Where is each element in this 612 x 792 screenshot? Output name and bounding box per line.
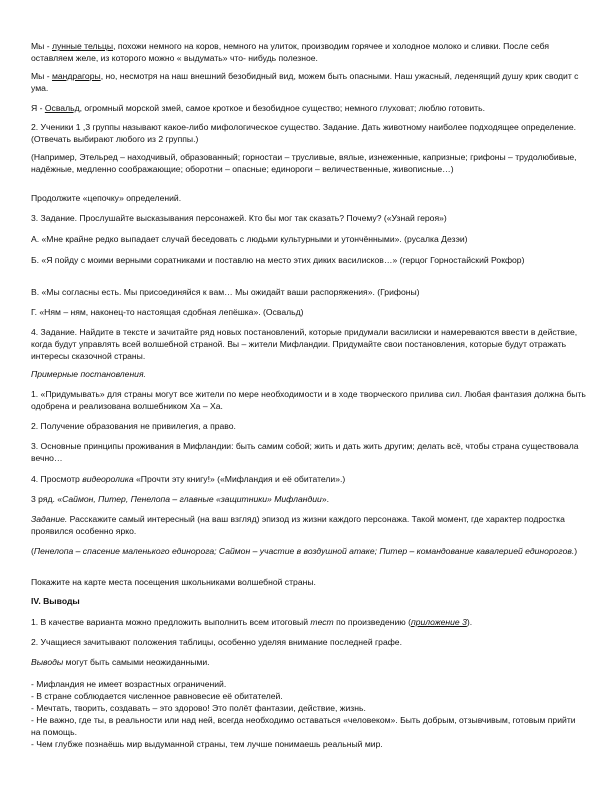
paragraph-task-3: 3. Задание. Прослушайте высказывания персонажей. Кто бы мог так сказать? Почему? («Узнай героя») bbox=[31, 213, 447, 223]
paragraph-oswald bbox=[31, 102, 587, 114]
paragraph-quote-g: Г. «Ням – ням, наконец-то настоящая сдобная лепёшка». (Освальд) bbox=[31, 307, 304, 317]
section-heading-conclusions: IV. Выводы bbox=[31, 596, 80, 606]
paragraph-conclusions-intro bbox=[31, 656, 587, 668]
list-item: - В стране соблюдается численное равновесие её обитателей. bbox=[31, 691, 283, 701]
text: Задание. bbox=[31, 514, 68, 524]
paragraph-task-story bbox=[31, 513, 587, 537]
text: Мы - bbox=[31, 41, 52, 51]
text: видеоролика bbox=[82, 474, 134, 484]
text: ». bbox=[321, 494, 329, 504]
paragraph-task-2: 2. Ученики 1 ,3 группы называют какое-либо мифологическое существо. Задание. Дать животному наиболее подходящее определение. (Отвечать выбирают любого из 2 группы.) bbox=[31, 122, 577, 144]
paragraph-moon-calves bbox=[31, 40, 587, 64]
paragraph-continue-chain: Продолжите «цепочку» определений. bbox=[31, 193, 182, 203]
link-appendix-3[interactable]: приложение 3 bbox=[410, 617, 467, 627]
text: Выводы bbox=[31, 657, 64, 667]
text: Мы - bbox=[31, 71, 52, 81]
link-mandrakes[interactable]: мандрагоры bbox=[51, 71, 101, 81]
paragraph-map: Покажите на карте места посещения школьниками волшебной страны. bbox=[31, 577, 316, 587]
text: ). bbox=[466, 617, 473, 627]
text: Расскажите самый интересный (на ваш взгляд) эпизод из жизни каждого персонажа. Такой момент, где характер подростка проявился особенно ярко. bbox=[31, 514, 565, 536]
list-item: - Мифландия не имеет возрастных ограничений. bbox=[31, 679, 227, 689]
paragraph-quote-a: А. «Мне крайне редко выпадает случай беседовать с людьми культурными и утончёнными». (русалка Дезэи) bbox=[31, 234, 468, 244]
list-item: - Не важно, где ты, в реальности или над ней, всегда необходимо оставаться «человеком». Быть добрым, отзывчивым, готовым прийти на помощь. bbox=[31, 715, 576, 737]
paragraph-test bbox=[31, 616, 587, 628]
paragraph-row-3 bbox=[31, 493, 587, 505]
text: , но, несмотря на наш внешний безобидный вид, можем быть опасными. Наш ужасный, леденящий душу крик сводит с ума. bbox=[31, 71, 579, 93]
list-item: - Мечтать, творить, создавать – это здорово! Это полёт фантазии, действие, жизнь. bbox=[31, 703, 366, 713]
text: тест bbox=[310, 617, 334, 627]
paragraph-table: 2. Учащиеся зачитывают положения таблицы, особенно уделяя внимание последней графе. bbox=[31, 637, 402, 647]
text: могут быть самыми неожиданными. bbox=[63, 657, 210, 667]
paragraph-task-4: 4. Задание. Найдите в тексте и зачитайте ряд новых постановлений, которые придумали василиски и намереваются ввести в действие, когда будут управлять всей волшебной страной. Вы – жители Мифландии. Придумайте свои постановления, которые будут отражать интересы сказочной страны. bbox=[31, 327, 578, 361]
text: по произведению ( bbox=[333, 617, 411, 627]
link-oswald[interactable]: Освальд bbox=[44, 103, 80, 113]
text: ) bbox=[574, 546, 578, 556]
paragraph-resolution-2: 2. Получение образования не привилегия, а право. bbox=[31, 421, 236, 431]
paragraph-episodes bbox=[31, 545, 587, 557]
text: Я - bbox=[31, 103, 45, 113]
text: ( bbox=[31, 546, 34, 556]
paragraph-resolution-3: 3. Основные принципы проживания в Мифландии: быть самим собой; жить и дать жить другим; делать всё, чтобы страна существовала вечно… bbox=[31, 441, 579, 463]
text: 3 ряд. « bbox=[31, 494, 63, 504]
link-moon-calves[interactable]: лунные тельцы bbox=[51, 41, 114, 51]
text: , похожи немного на коров, немного на улиток, производим горячее и холодное молоко и сливки. После себя оставляем желе, из которого можно « выдумать» что- нибудь полезное. bbox=[31, 41, 549, 63]
paragraph-video bbox=[31, 473, 587, 485]
paragraph-examples: (Например, Этельред – находчивый, образованный; горностаи – трусливые, вялые, изнеженные, капризные; грифоны – трудолюбивые, надёжные, медленно соображающие; оборотни – опасные; единороги – величественные, живописные…) bbox=[31, 152, 577, 174]
paragraph-quote-b: Б. «Я пойду с моими верными соратниками и поставлю на место этих диких василисков…» (герцог Горностайский Рокфор) bbox=[31, 255, 525, 265]
paragraph-quote-v: В. «Мы согласны есть. Мы присоединяйся к вам… Мы ожидайт ваши распоряжения». (Грифоны) bbox=[31, 287, 420, 297]
text: , огромный морской змей, самое кроткое и безобидное существо; немного глуховат; люблю готовить. bbox=[79, 103, 485, 113]
conclusions-list bbox=[31, 678, 587, 750]
text: Саймон, Питер, Пенелопа – главные «защитники» Мифландии bbox=[62, 494, 322, 504]
paragraph-sample-resolutions: Примерные постановления. bbox=[31, 369, 146, 379]
paragraph-resolution-1: 1. «Придумывать» для страны могут все жители по мере необходимости и в ходе творческого прилива сил. Любая фантазия должна быть одобрена и реализована волшебником Ха – Ха. bbox=[31, 389, 586, 411]
list-item: - Чем глубже познаёшь мир выдуманной страны, тем лучше понимаешь реальный мир. bbox=[31, 739, 383, 749]
text: 4. Просмотр bbox=[31, 474, 83, 484]
text: «Прочти эту книгу!» («Мифландия и её обитатели».) bbox=[133, 474, 346, 484]
text: 1. В качестве варианта можно предложить выполнить всем итоговый bbox=[31, 617, 311, 627]
text: Пенелопа – спасение маленького единорога; Саймон – участие в воздушной атаке; Питер – командование кавалерией единорогов. bbox=[33, 546, 575, 556]
paragraph-mandrakes bbox=[31, 70, 587, 94]
